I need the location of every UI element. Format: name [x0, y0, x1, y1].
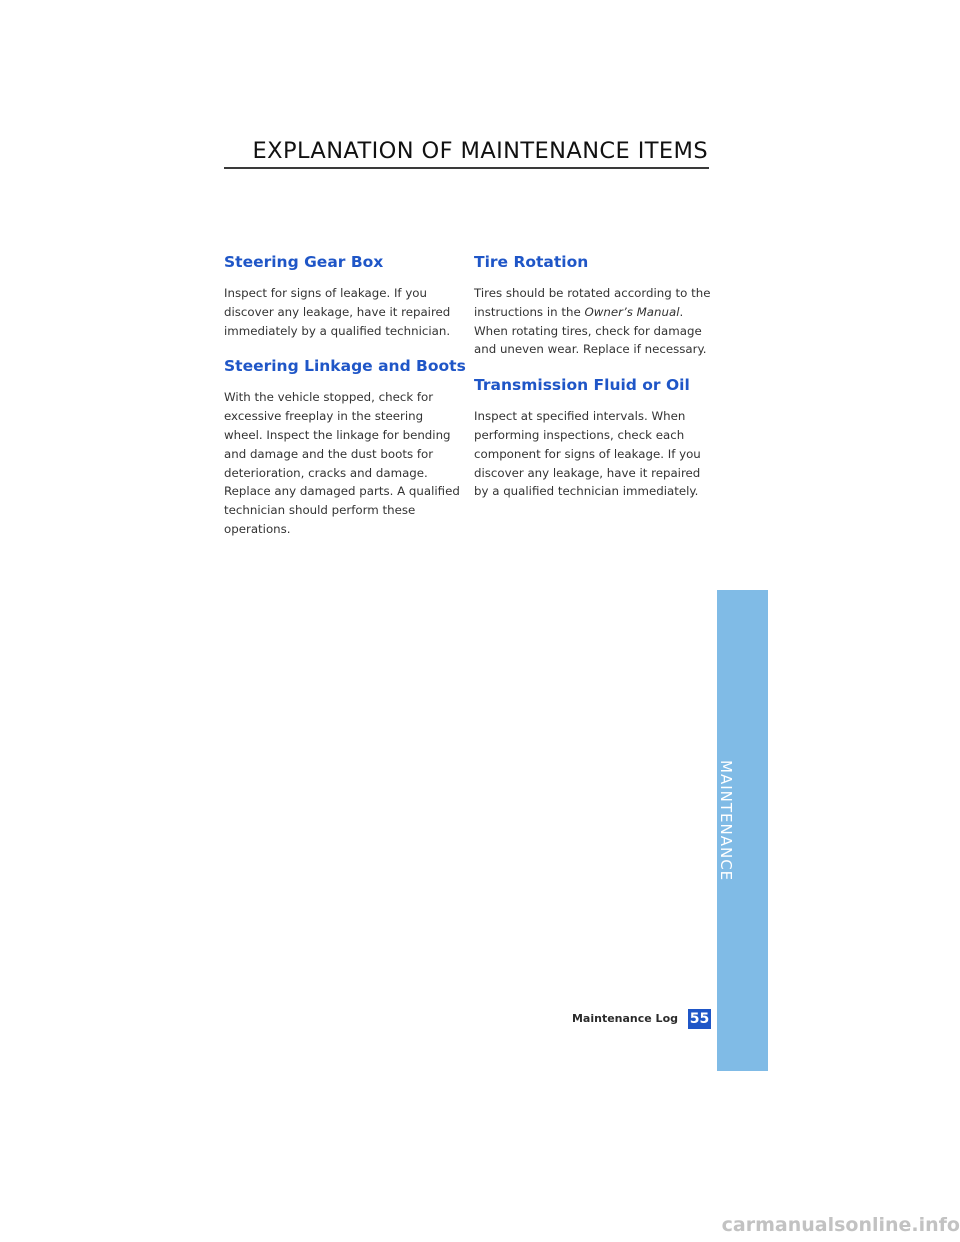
- page-title: EXPLANATION OF MAINTENANCE ITEMS: [252, 138, 708, 164]
- right-column: [474, 250, 714, 515]
- section-heading: Transmission Fluid or Oil: [474, 376, 690, 395]
- sidebar-tab-text: MAINTENANCE: [717, 760, 735, 882]
- body-text: . When rotating tires, check for damage and uneven wear. Replace if necessary.: [474, 304, 707, 357]
- section-transmission-fluid: [474, 373, 714, 501]
- header-rule: [224, 167, 709, 169]
- section-heading: Steering Linkage and Boots: [224, 357, 466, 376]
- manual-title-text: Owner’s Manual: [584, 304, 680, 319]
- left-column: [224, 250, 466, 553]
- section-heading: Steering Gear Box: [224, 253, 384, 271]
- section-body: Inspect at specified intervals. When performing inspections, check each component for signs of leakage. If you discover any leakage, have it repaired by a qualified technician immediately.: [474, 409, 701, 499]
- section-body: [474, 284, 714, 359]
- section-tire-rotation: [474, 250, 714, 359]
- section-body: With the vehicle stopped, check for excessive freeplay in the steering wheel. Inspect the linkage for bending and damage and the dust boots for deterioration, cracks and damage. Replace any damaged parts. A qualified technician should perform these operations.: [224, 390, 460, 536]
- section-steering-gear-box: [224, 250, 460, 340]
- section-body: Inspect for signs of leakage. If you discover any leakage, have it repaired immediately by a qualified technician.: [224, 286, 451, 338]
- sidebar-tab-label: [717, 760, 735, 905]
- section-steering-linkage-and-boots: [224, 354, 466, 538]
- section-heading: Tire Rotation: [474, 253, 589, 271]
- watermark: carmanualsonline.info: [721, 1214, 960, 1236]
- footer-section-label: Maintenance Log: [571, 1012, 678, 1025]
- page-number-badge: 55: [689, 1011, 710, 1027]
- body-text: Tires should be rotated according to the instructions in the: [474, 286, 711, 319]
